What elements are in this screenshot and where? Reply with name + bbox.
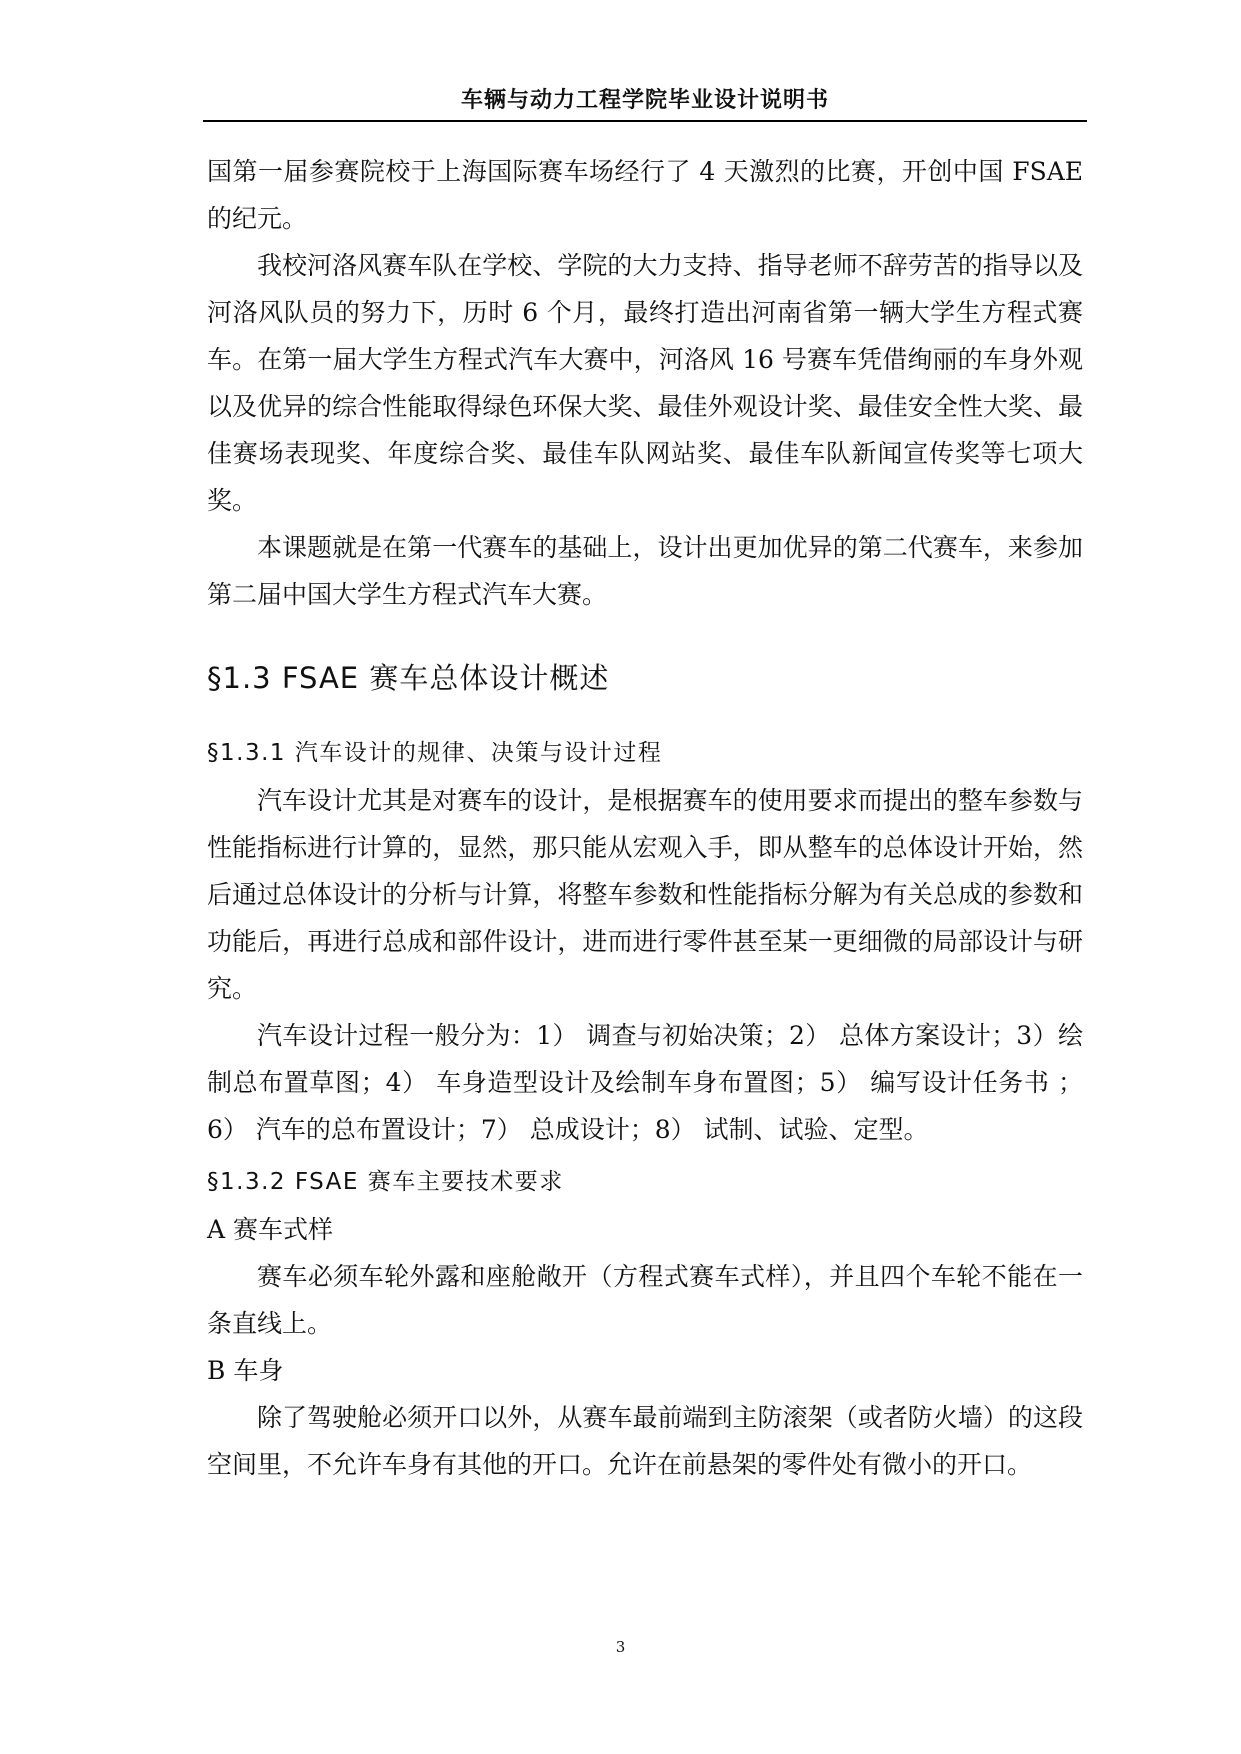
paragraph-continuation: 国第一届参赛院校于上海国际赛车场经行了 4 天激烈的比赛，开创中国 FSAE 的纪元。 xyxy=(207,157,1083,233)
document-body xyxy=(207,148,1083,1488)
header-rule xyxy=(203,120,1087,122)
paragraph-team-history: 我校河洛风赛车队在学校、学院的大力支持、指导老师不辞劳苦的指导以及河洛风队员的努力下，历时 6 个月，最终打造出河南省第一辆大学生方程式赛车。在第一届大学生方程式汽车大赛中，河洛风 16 号赛车凭借绚丽的车身外观以及优异的综合性能取得绿色环保大奖、最佳外观设计奖、最佳安全性大奖、最佳赛场表现奖、年度综合奖、最佳车队网站奖、最佳车队新闻宣传奖等七项大奖。 xyxy=(207,251,1083,515)
paragraph-design-process: 汽车设计过程一般分为：1） 调查与初始决策；2） 总体方案设计；3）绘制总布置草图；4） 车身造型设计及绘制车身布置图；5） 编写设计任务书 ； 6） 汽车的总布置设计；7） 总成设计；8） 试制、试验、定型。 xyxy=(207,1021,1083,1144)
page-number: 3 xyxy=(615,1638,626,1656)
section-heading-1-3: §1.3 FSAE 赛车总体设计概述 xyxy=(207,661,610,695)
paragraph-car-style: 赛车必须车轮外露和座舱敞开（方程式赛车式样），并且四个车轮不能在一条直线上。 xyxy=(207,1262,1083,1338)
paragraph-design-approach: 汽车设计尤其是对赛车的设计，是根据赛车的使用要求而提出的整车参数与性能指标进行计算的，显然，那只能从宏观入手，即从整车的总体设计开始，然后通过总体设计的分析与计算，将整车参数和性能指标分解为有关总成的参数和功能后，再进行总成和部件设计，进而进行零件甚至某一更细微的局部设计与研究。 xyxy=(207,786,1083,1003)
item-label-a: A 赛车式样 xyxy=(207,1215,334,1244)
paragraph-car-body: 除了驾驶舱必须开口以外，从赛车最前端到主防滚架（或者防火墙）的这段空间里，不允许车身有其他的开口。允许在前悬架的零件处有微小的开口。 xyxy=(207,1403,1083,1479)
paragraph-project-goal: 本课题就是在第一代赛车的基础上，设计出更加优异的第二代赛车，来参加第二届中国大学生方程式汽车大赛。 xyxy=(207,533,1083,609)
item-label-b: B 车身 xyxy=(207,1356,284,1385)
subsection-heading-1-3-2: §1.3.2 FSAE 赛车主要技术要求 xyxy=(207,1169,564,1195)
running-header: 车辆与动力工程学院毕业设计说明书 xyxy=(460,88,829,113)
subsection-heading-1-3-1: §1.3.1 汽车设计的规律、决策与设计过程 xyxy=(207,740,663,766)
